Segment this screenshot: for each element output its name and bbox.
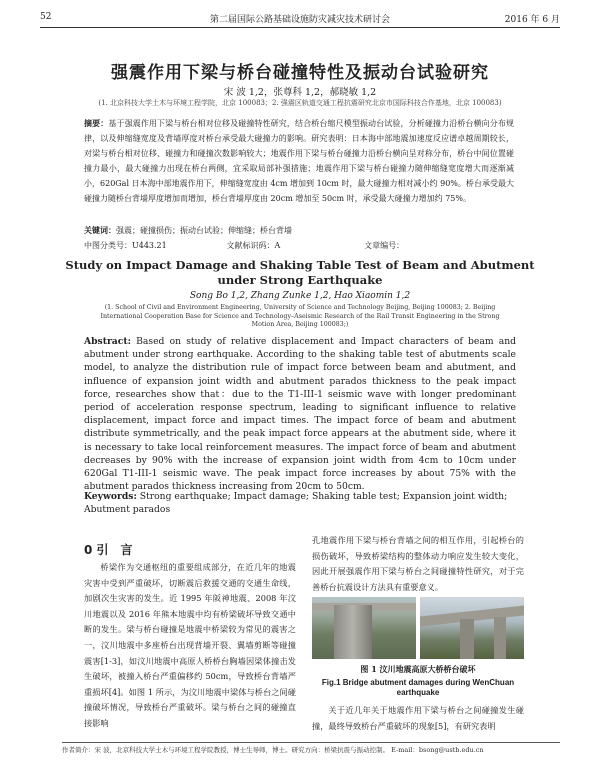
- figure-1-caption-english: Fig.1 Bridge abutment damages during WenChuan earthquake: [321, 678, 515, 697]
- running-header: [40, 10, 560, 28]
- chinese-keywords-text: 强震；碰撞损伤；振动台试验；伸缩缝；桥台背墙: [116, 226, 292, 235]
- section-heading-introduction: 0 引 言: [84, 543, 133, 557]
- bridge-pier-shape: [334, 605, 372, 659]
- classification-line: [84, 240, 514, 251]
- bridge-pier-shape: [460, 619, 474, 659]
- issue-date: 2016 年 6 月: [504, 15, 560, 25]
- abutment-damage-photo-right: [420, 597, 524, 659]
- chinese-keywords-label: 关键词：: [84, 225, 116, 235]
- english-abstract-label: Abstract:: [84, 336, 131, 347]
- english-authors: Song Bo 1,2, Zhang Zunke 1,2, Hao Xiaomin 1,2: [189, 291, 411, 301]
- chinese-authors: 宋 波 1,2，张尊科 1,2，郝晓敏 1,2: [223, 87, 377, 98]
- article-number-label: 文章编号：: [364, 241, 405, 250]
- figure-1: [312, 597, 524, 659]
- english-keywords: [84, 490, 516, 516]
- english-keywords-label: Keywords:: [84, 491, 137, 502]
- conference-name: 第二届国际公路基础设施防灾减灾技术研讨会: [209, 15, 390, 25]
- bridge-pier-shape: [494, 617, 506, 659]
- doc-code-value: A: [274, 241, 281, 250]
- chinese-abstract: [84, 116, 514, 206]
- clc-label: 中图分类号：: [84, 241, 132, 250]
- english-title: Study on Impact Damage and Shaking Table Test of Beam and Abutment under Strong Earthquake: [65, 258, 535, 287]
- chinese-title: 强震作用下梁与桥台碰撞特性及振动台试验研究: [111, 63, 489, 83]
- chinese-affiliation: (1. 北京科技大学土木与环境工程学院，北京 100083；2. 强震区轨道交通工程抗震研究北京市国际科技合作基地，北京 100083): [98, 99, 502, 107]
- english-abstract: [84, 335, 516, 493]
- doc-code-label: 文献标识码：: [226, 241, 275, 250]
- clc-value: U443.21: [132, 241, 167, 250]
- author-footnote: 作者简介：宋 波，北京科技大学土木与环境工程学院教授，博士生导师，博士。研究方向：桥梁抗震与振动控制。 E-mail：bsong@ustb.edu.cn: [62, 742, 560, 755]
- chinese-abstract-label: 摘要：: [84, 118, 109, 128]
- page-number: 52: [40, 12, 52, 22]
- abutment-damage-photo-left: [312, 597, 416, 659]
- english-abstract-text: Based on study of relative displacement and Impact characters of beam and abutment under strong earthquake. According to the shaking table test of abutments scale model, to analyze the distribution rule of impact force between beam and abutment, and influence of expansion joint width and abutment parados thickness to the peak impact force, researches show that：due to the T1-III-1 seismic wave with longer predominant period of acceleration response spectrum, leading to significant influence to relative displacement, impact force and impact times. The impact force of beam and abutment distribute symmetrically, and the peak impact force appears at the abutment side, where it is necessary to take local reinforcement measures. The impact force of beam and abutment decreases by 90% with the increase of expansion joint width from 4cm to 10cm under 620Gal T1-III-1 seismic wave. The peak impact force increases by about 75% with the abutment parados thickness increasing from 20cm to 50cm.: [84, 336, 516, 493]
- chinese-abstract-text: 基于强震作用下梁与桥台相对位移及碰撞特性研究，结合桥台缩尺模型振动台试验，分析碰撞力沿桥台横向分布规律，以及伸缩缝宽度及背墙厚度对桥台承受最大碰撞力的影响。研究表明：日本海中部地震加速度反应谱卓越周期较长，对梁与桥台相对位移、碰撞力和碰撞次数影响较大；地震作用下梁与桥台碰撞力沿桥台横向呈对称分布，桥台中间位置碰撞力最小，最大碰撞力出现在桥台两侧，宜采取局部补强措施；地震作用下梁与桥台碰撞力随伸缩缝宽度增大而逐渐减小，620Gal 日本海中部地震作用下，伸缩缝宽度由 4cm 增加到 10cm 时，最大碰撞力相对减小约 90%。桥台承受最大碰撞力随桥台背墙厚度增加而增加，桥台背墙厚度由 20cm 增加至 50cm 时，承受最大碰撞力增加约 75%。: [84, 119, 515, 203]
- introduction-right-column-bottom: 关于近几年关于地震作用下梁与桥台之间碰撞发生碰撞，最终导致桥台严重破坏的现象[5]，有研究表明: [312, 705, 524, 731]
- introduction-left-column: 桥梁作为交通枢纽的重要组成部分，在近几年的地震灾害中受到严重破坏，切断震后救援交通的交通生命线，加剧次生灾害的发生。近 1995 年阪神地震、2008 年汶川地震以及 2016 年熊本地震中均有桥梁破坏导致交通中断的发生。梁与桥台碰撞是地震中桥梁较为常见的震害之一，汶川地震中多座桥台出现背墙开裂、翼墙剪断等碰撞震害[1-3]，如汶川地震中高原人桥桥台胸墙因梁体撞击发生破坏，被撞入桥台严重偏移约 50cm，导致桥台背墙严重损坏[4]。如图 1 所示，为汶川地震中梁体与桥台之间碰撞破坏情况，导致桥台严重破坏。梁与桥台之间的碰撞直接影响: [84, 562, 296, 728]
- chinese-keywords: [84, 225, 514, 236]
- introduction-right-column-top: 孔地震作用下梁与桥台背墙之间的相互作用，引起桥台的损伤破坏，导致桥梁结构的整体动力响应发生较大变化，因此开展强震作用下梁与桥台之间碰撞特性研究，对于完善桥台抗震设计方法具有重要意义。: [312, 535, 524, 592]
- english-keywords-text: Strong earthquake; Impact damage; Shaking table test; Expansion joint width; Abutment parados: [84, 491, 508, 516]
- english-affiliation: (1. School of Civil and Environment Engineering, University of Science and Technology Beijing, Beijing 100083; 2. Beijing International Cooperation Base for Science and Technology–Aseismic Research of the Rail Transit Engineering in the Strong Motion Area, Beijing 100083;): [100, 304, 500, 328]
- figure-1-caption-chinese: 图 1 汶川地震高原大桥桥台破坏: [360, 664, 476, 674]
